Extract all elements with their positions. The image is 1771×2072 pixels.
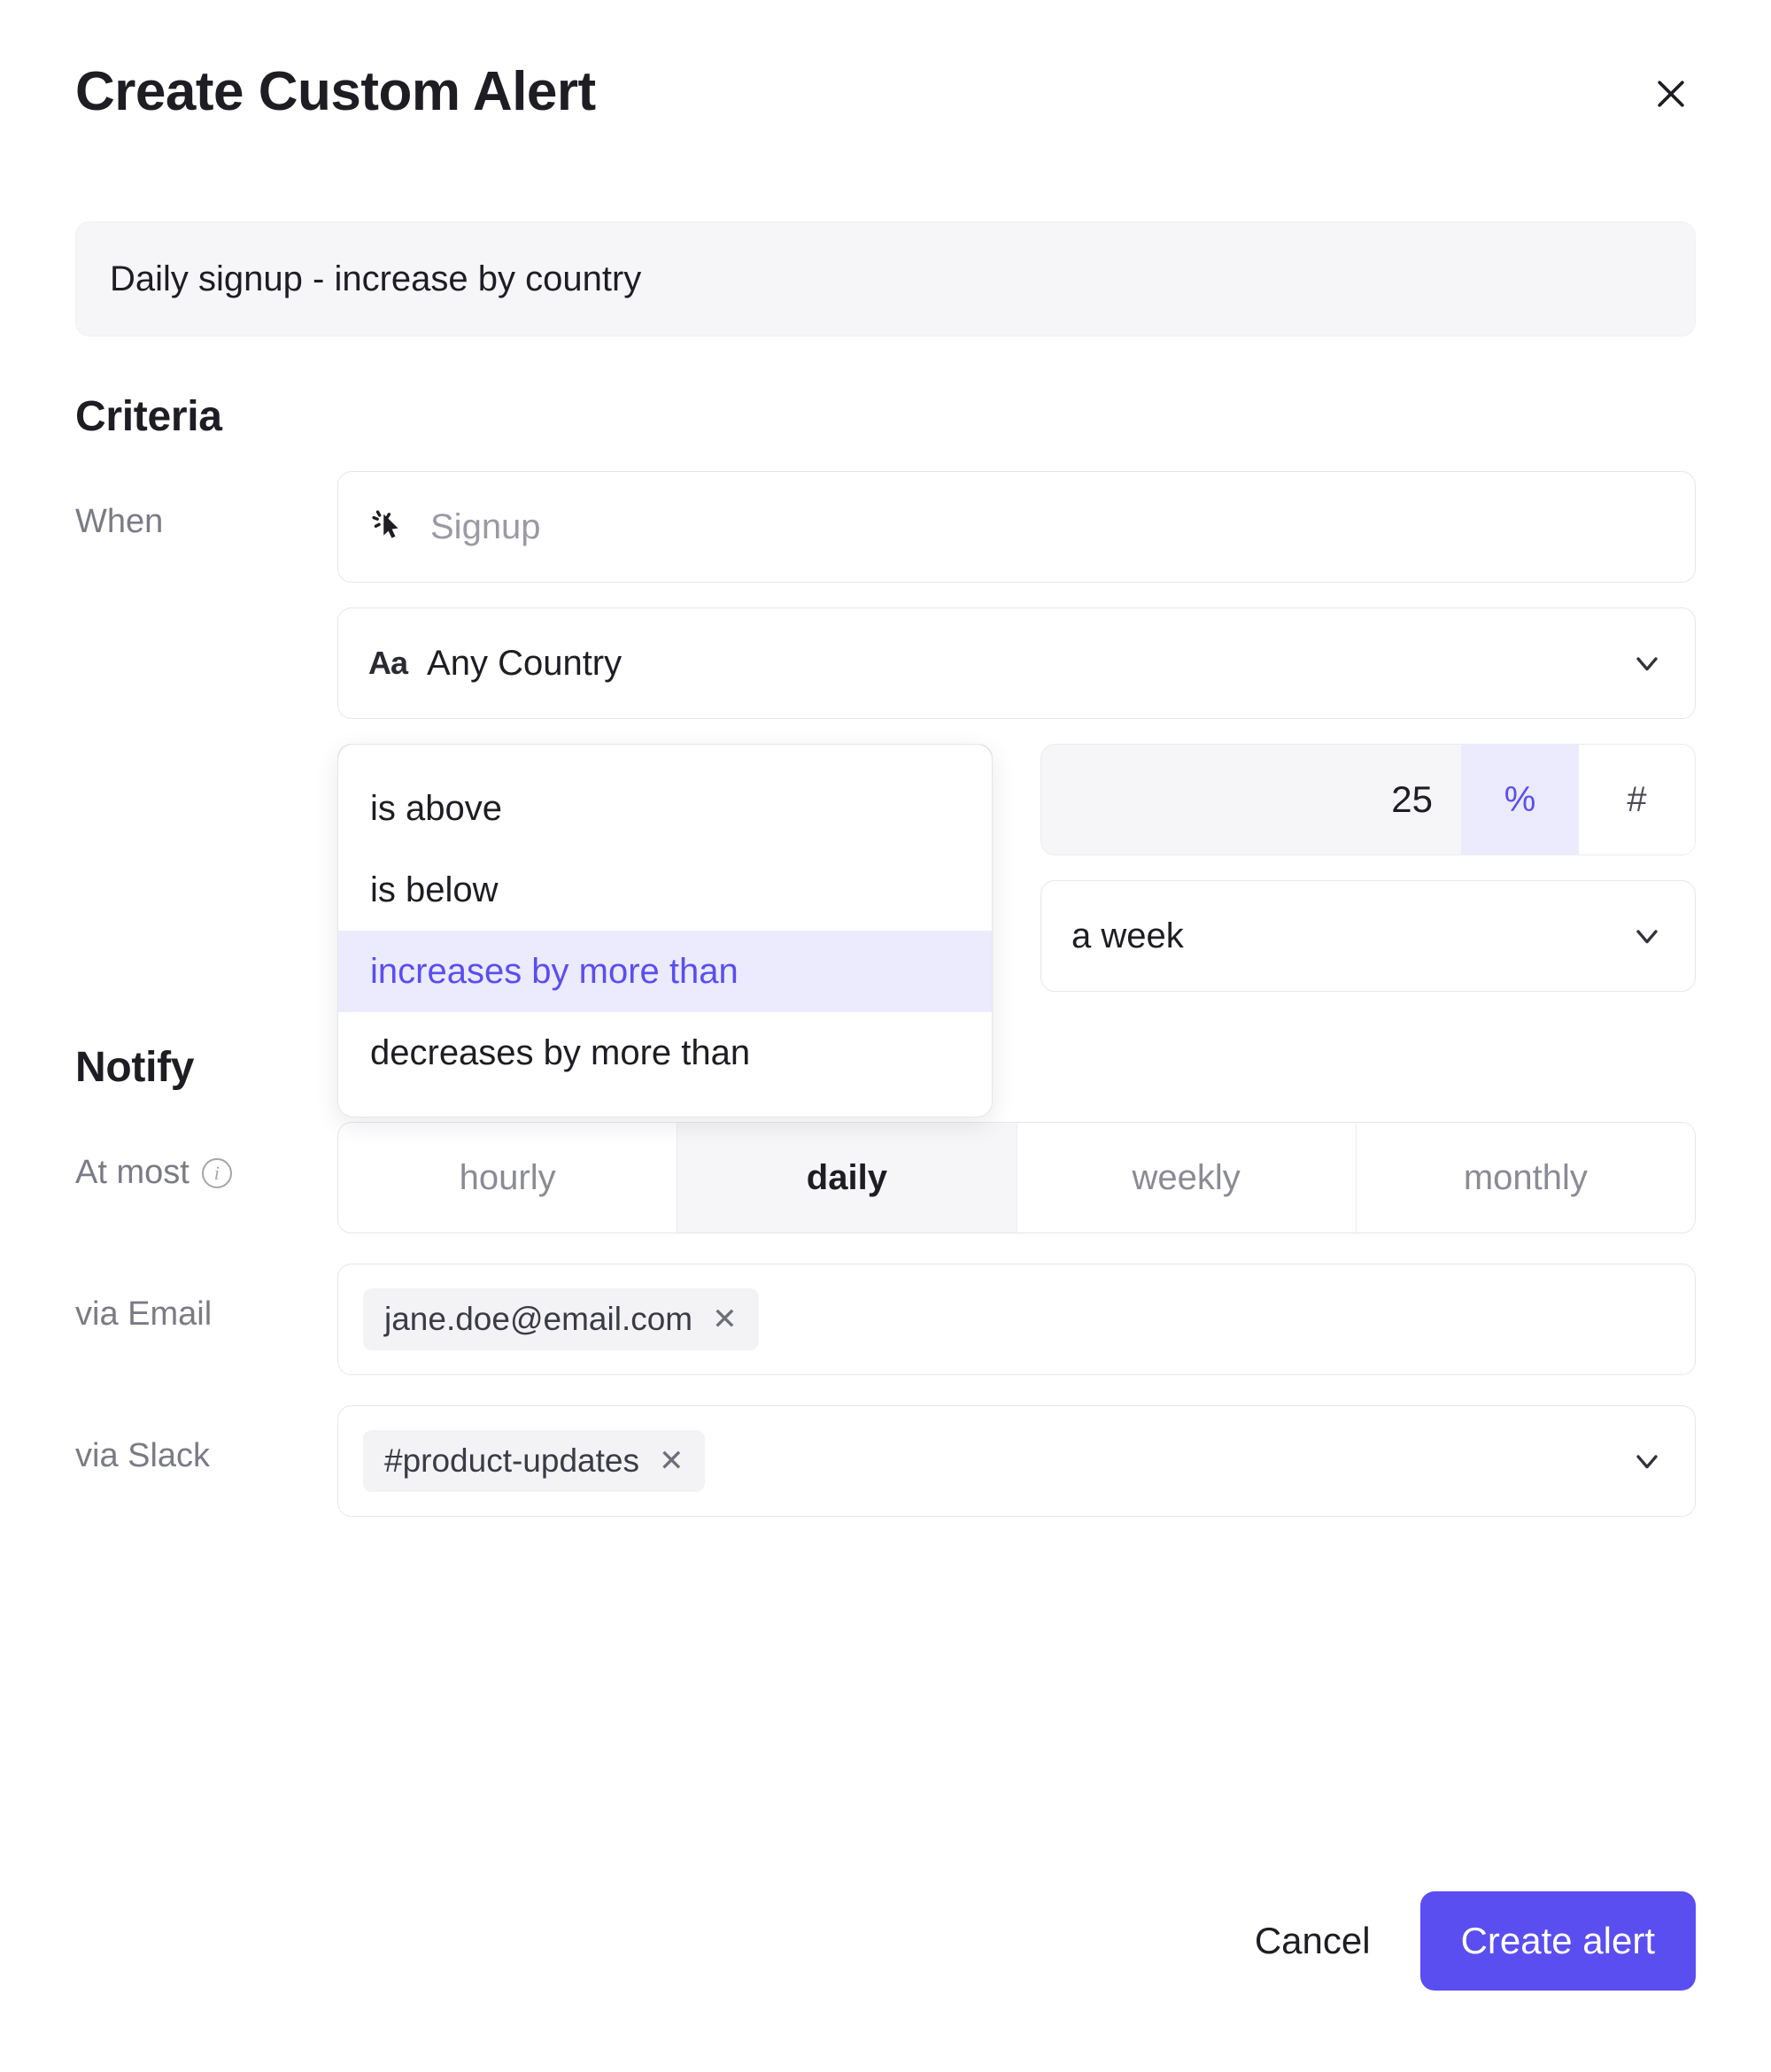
create-alert-button[interactable]: Create alert <box>1420 1891 1696 1991</box>
condition-threshold-row <box>337 744 1696 1072</box>
at-most-label <box>75 1122 337 1192</box>
slack-row <box>75 1405 1696 1517</box>
chevron-down-icon <box>1629 918 1665 954</box>
info-icon[interactable]: i <box>202 1158 232 1188</box>
threshold-value[interactable]: 25 <box>1391 778 1433 820</box>
condition-dropdown-wrapper <box>337 744 993 1072</box>
email-token-label: jane.doe@email.com <box>384 1301 693 1337</box>
slack-token <box>363 1430 705 1492</box>
dimension-value: Any Country <box>427 643 623 683</box>
condition-option-is-above[interactable]: is above <box>370 788 502 828</box>
alert-name-value: Daily signup - increase by country <box>110 259 642 298</box>
slack-token-label: #product-updates <box>384 1442 639 1479</box>
at-most-row <box>75 1122 1696 1233</box>
threshold-and-period <box>1040 744 1696 992</box>
chevron-down-icon <box>1629 646 1665 681</box>
email-input[interactable] <box>337 1264 1696 1375</box>
text-aa-icon: Aa <box>368 645 408 681</box>
email-row <box>75 1264 1696 1375</box>
when-label-text: When <box>75 503 164 540</box>
dialog-header <box>75 62 1696 159</box>
email-label-text: via Email <box>75 1295 213 1333</box>
unit-percent-button[interactable]: % <box>1461 745 1578 854</box>
click-cursor-icon <box>368 506 409 547</box>
alert-name-input[interactable] <box>75 221 1696 336</box>
cancel-button[interactable]: Cancel <box>1246 1902 1380 1980</box>
email-field-wrapper <box>337 1264 1696 1375</box>
page-title: Create Custom Alert <box>75 61 596 122</box>
unit-count-button[interactable]: # <box>1578 745 1695 854</box>
remove-email-token-icon[interactable]: ✕ <box>712 1303 738 1336</box>
email-label <box>75 1264 337 1334</box>
dimension-select[interactable] <box>337 607 1696 719</box>
slack-select[interactable] <box>337 1405 1696 1517</box>
notify-heading: Notify <box>75 1044 195 1091</box>
condition-option-decreases-by-more-than[interactable]: decreases by more than <box>370 1032 751 1072</box>
frequency-segmented-wrapper <box>337 1122 1696 1233</box>
slack-label <box>75 1405 337 1475</box>
slack-label-text: via Slack <box>75 1437 211 1474</box>
at-most-label-text: At most <box>75 1154 189 1191</box>
frequency-daily[interactable]: daily <box>677 1123 1017 1233</box>
email-token <box>363 1288 759 1350</box>
event-placeholder: Signup <box>430 506 541 546</box>
criteria-controls <box>337 471 1696 1072</box>
dialog-footer <box>1246 1891 1696 1991</box>
frequency-hourly[interactable]: hourly <box>338 1123 677 1233</box>
criteria-heading: Criteria <box>75 393 222 440</box>
condition-option-increases-by-more-than[interactable]: increases by more than <box>338 931 992 1012</box>
frequency-weekly[interactable]: weekly <box>1017 1123 1357 1233</box>
slack-field-wrapper <box>337 1405 1696 1517</box>
close-icon[interactable] <box>1646 69 1696 119</box>
event-select[interactable] <box>337 471 1696 583</box>
threshold-input-group <box>1040 744 1696 855</box>
condition-option-is-below[interactable]: is below <box>370 870 499 909</box>
frequency-segmented-control <box>337 1122 1696 1233</box>
chevron-down-icon <box>1629 1443 1665 1479</box>
when-label <box>75 471 337 541</box>
condition-dropdown-menu[interactable] <box>337 744 993 1117</box>
frequency-monthly[interactable]: monthly <box>1463 1157 1588 1197</box>
remove-slack-token-icon[interactable]: ✕ <box>658 1444 684 1478</box>
period-select[interactable] <box>1040 880 1696 992</box>
period-value: a week <box>1071 916 1184 955</box>
